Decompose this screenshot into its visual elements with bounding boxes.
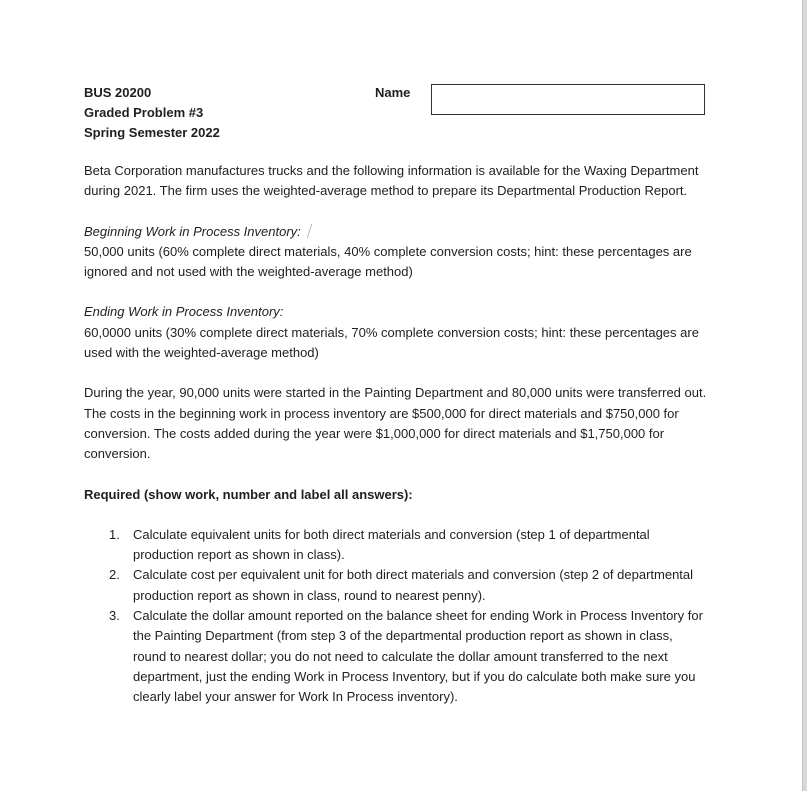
question-number: 2. [109, 567, 120, 583]
ending-wip-text: 60,0000 units (30% complete direct materials, 70% complete conversion costs; hint: these percentages are used with the weighted-average method) [84, 324, 699, 361]
course-code: BUS 20200 [84, 85, 152, 100]
header-block [84, 83, 220, 143]
list-item [84, 525, 708, 566]
name-field[interactable] [431, 84, 705, 115]
year-info-paragraph: During the year, 90,000 units were started in the Painting Department and 80,000 units were transferred out. The costs in the beginning work in process inventory are $500,000 for direct materials and $750,000 for conversion. The costs added during the year were $1,000,000 for direct materials and $1,750,000 for conversion. [84, 385, 707, 462]
beginning-wip-text: 50,000 units (60% complete direct materials, 40% complete conversion costs; hint: these percentages are ignored and not used with the weighted-average method) [84, 243, 692, 280]
text-cursor-mark [307, 224, 313, 238]
name-label: Name [375, 85, 411, 100]
beginning-wip-heading: Beginning Work in Process Inventory: [84, 223, 301, 239]
ending-wip-heading: Ending Work in Process Inventory: [84, 304, 284, 320]
question-number: 3. [109, 608, 120, 624]
page-edge-divider [802, 0, 807, 791]
beginning-wip-section [84, 222, 708, 283]
required-heading: Required (show work, number and label all answers): [84, 486, 413, 502]
question-text: Calculate cost per equivalent unit for both direct materials and conversion (step 2 of departmental production report as shown in class, round to nearest penny). [133, 567, 694, 603]
semester: Spring Semester 2022 [84, 125, 220, 140]
list-item [84, 565, 708, 606]
list-item [84, 606, 708, 707]
question-number: 1. [109, 526, 120, 542]
document-body [84, 161, 708, 708]
question-text: Calculate equivalent units for both direct materials and conversion (step 1 of departmental production report as shown in class). [133, 526, 650, 563]
ending-wip-section [84, 302, 708, 363]
assignment-title: Graded Problem #3 [84, 105, 204, 120]
questions-list [84, 525, 708, 708]
intro-paragraph: Beta Corporation manufactures trucks and the following information is available for the Waxing Department during 2021. The firm uses the weighted-average method to prepare its Departmental Production Report. [84, 163, 699, 199]
question-text: Calculate the dollar amount reported on the balance sheet for ending Work in Process Inventory for the Painting Department (from step 3 of the departmental production report as shown in class, round to nearest dollar; you do not need to calculate the dollar amount transferred to the next department, just the ending Work in Process Inventory, but if you do calculate both make sure you clearly label your answer for Work In Process inventory). [133, 608, 703, 705]
